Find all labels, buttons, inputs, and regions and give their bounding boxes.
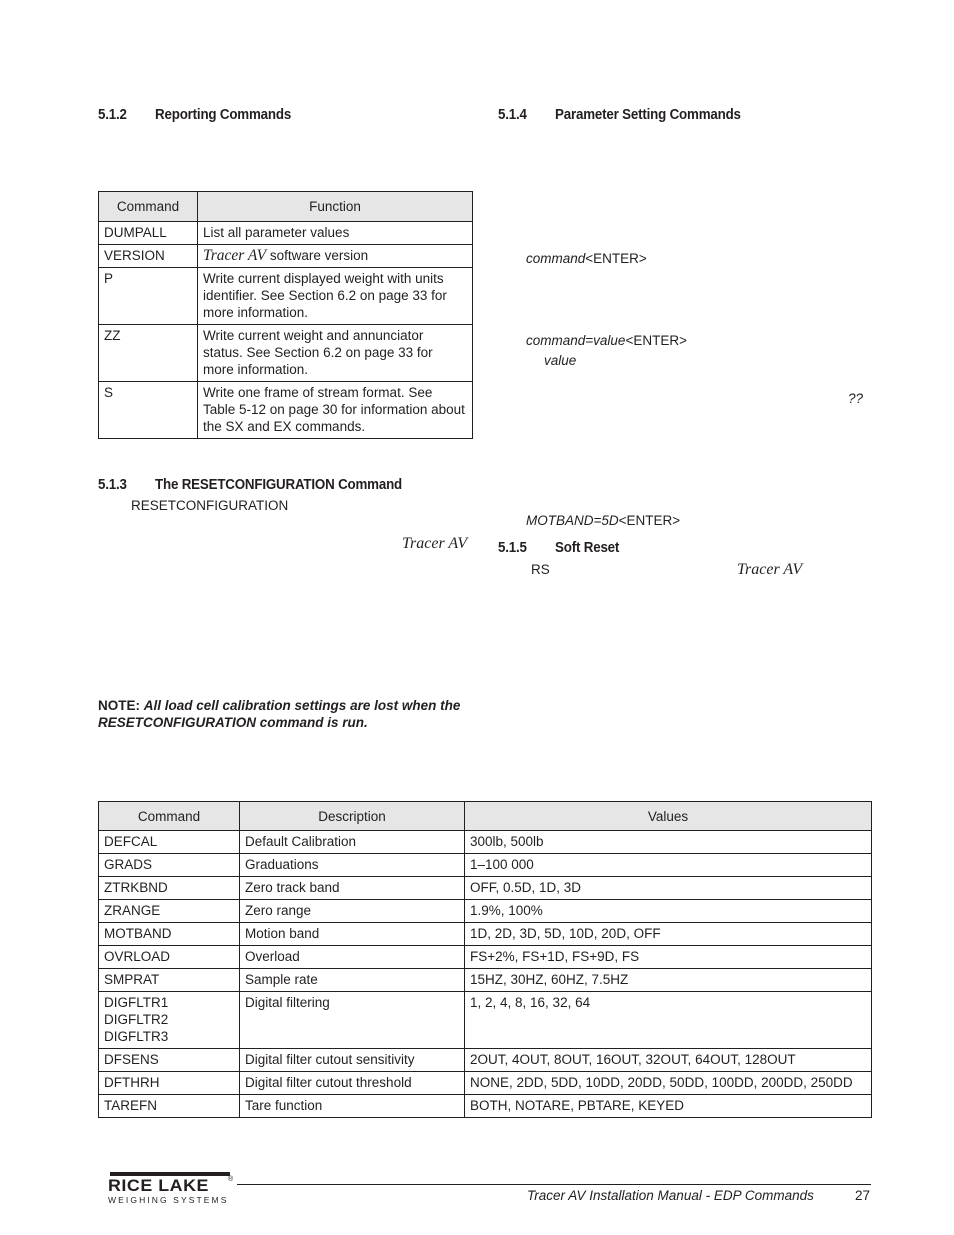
command-cell: P	[99, 268, 198, 325]
values-cell: 1, 2, 4, 8, 16, 32, 64	[465, 992, 872, 1049]
enter-key: <ENTER>	[625, 333, 687, 348]
command-enter-syntax	[526, 251, 647, 266]
table-row	[99, 923, 872, 946]
function-cell	[198, 325, 473, 382]
function-text: Write current displayed weight with units identifier. See Section 6.2 on page 33 for more information.	[203, 271, 451, 320]
table-row	[99, 325, 473, 382]
command-placeholder: command	[526, 251, 586, 266]
section-number: 5.1.3	[98, 477, 127, 493]
function-cell	[198, 222, 473, 245]
command-cell: DIGFLTR1 DIGFLTR2 DIGFLTR3	[99, 992, 240, 1049]
description-cell: Zero track band	[240, 877, 465, 900]
logo-wordmark: RICE LAKE	[108, 1176, 209, 1195]
command-cell: SMPRAT	[99, 969, 240, 992]
parameter-settings-table	[98, 801, 872, 1118]
section-heading-5-1-2	[98, 107, 291, 123]
values-cell: 1–100 000	[465, 854, 872, 877]
function-cell	[198, 268, 473, 325]
section-heading-5-1-4	[498, 107, 741, 123]
table-row	[99, 268, 473, 325]
function-cell	[198, 382, 473, 439]
command-value-syntax	[526, 333, 687, 348]
command-value-placeholder: command=value	[526, 333, 626, 348]
command-cell: DUMPALL	[99, 222, 198, 245]
table-row	[99, 222, 473, 245]
values-cell: FS+2%, FS+1D, FS+9D, FS	[465, 946, 872, 969]
values-cell: NONE, 2DD, 5DD, 10DD, 20DD, 50DD, 100DD, 200DD, 250DD	[465, 1072, 872, 1095]
command-cell: DFTHRH	[99, 1072, 240, 1095]
column-header-command: Command	[99, 802, 240, 831]
description-cell: Digital filter cutout threshold	[240, 1072, 465, 1095]
page-number: 27	[855, 1188, 871, 1203]
values-cell: OFF, 0.5D, 1D, 3D	[465, 877, 872, 900]
description-cell: Overload	[240, 946, 465, 969]
table-row	[99, 1049, 872, 1072]
rice-lake-logo	[108, 1172, 232, 1205]
command-cell: VERSION	[99, 245, 198, 268]
command-cell: ZTRKBND	[99, 877, 240, 900]
values-cell: 1.9%, 100%	[465, 900, 872, 923]
value-word: value	[544, 353, 577, 368]
motband-command: MOTBAND=5D	[526, 513, 619, 528]
section-title: Soft Reset	[555, 540, 620, 556]
table-row	[99, 877, 872, 900]
description-cell: Default Calibration	[240, 831, 465, 854]
function-text: software version	[266, 248, 369, 263]
command-cell: ZZ	[99, 325, 198, 382]
reporting-commands-table	[98, 191, 473, 439]
description-cell: Tare function	[240, 1095, 465, 1118]
question-marks: ??	[848, 391, 864, 406]
logo-registered-mark: ®	[228, 1176, 234, 1183]
column-header-function: Function	[198, 192, 473, 222]
table-row	[99, 1072, 872, 1095]
table-row	[99, 969, 872, 992]
command-cell: ZRANGE	[99, 900, 240, 923]
rs-command: RS	[531, 562, 550, 577]
section-title: The RESETCONFIGURATION Command	[155, 477, 403, 493]
reset-product-name: Tracer AV	[402, 535, 468, 552]
column-header-values: Values	[465, 802, 872, 831]
table-header-row	[99, 192, 473, 222]
table-row	[99, 992, 872, 1049]
footer-document-title: Tracer AV Installation Manual - EDP Commands	[527, 1188, 814, 1203]
values-cell: BOTH, NOTARE, PBTARE, KEYED	[465, 1095, 872, 1118]
description-cell: Motion band	[240, 923, 465, 946]
description-cell: Graduations	[240, 854, 465, 877]
section-title: Reporting Commands	[155, 107, 292, 123]
enter-key: <ENTER>	[618, 513, 681, 528]
soft-reset-product-name: Tracer AV	[737, 561, 803, 578]
values-cell: 2OUT, 4OUT, 8OUT, 16OUT, 32OUT, 64OUT, 128OUT	[465, 1049, 872, 1072]
table-row	[99, 854, 872, 877]
table-row	[99, 245, 473, 268]
function-text: Write one frame of stream format. See Table 5-12 on page 30 for information about the SX and EX commands.	[203, 385, 469, 434]
table-row	[99, 831, 872, 854]
product-name: Tracer AV	[203, 247, 267, 264]
motband-example	[526, 513, 680, 528]
section-number: 5.1.5	[498, 540, 527, 556]
section-title: Parameter Setting Commands	[555, 107, 741, 123]
note-text-line-1: All load cell calibration settings are lost when the	[143, 698, 461, 713]
column-header-description: Description	[240, 802, 465, 831]
column-header-command: Command	[99, 192, 198, 222]
footer-rule	[237, 1184, 871, 1185]
command-cell: TAREFN	[99, 1095, 240, 1118]
note-text-line-2: RESETCONFIGURATION command is run.	[98, 715, 368, 730]
values-cell: 1D, 2D, 3D, 5D, 10D, 20D, OFF	[465, 923, 872, 946]
description-cell: Digital filter cutout sensitivity	[240, 1049, 465, 1072]
section-heading-5-1-5	[498, 540, 619, 556]
command-cell: DFSENS	[99, 1049, 240, 1072]
command-cell: S	[99, 382, 198, 439]
enter-key: <ENTER>	[585, 251, 647, 266]
function-text: List all parameter values	[203, 225, 350, 240]
table-row	[99, 900, 872, 923]
command-cell: GRADS	[99, 854, 240, 877]
table-row	[99, 382, 473, 439]
function-cell	[198, 245, 473, 268]
description-cell: Digital filtering	[240, 992, 465, 1049]
table-header-row	[99, 802, 872, 831]
section-heading-5-1-3	[98, 477, 402, 493]
command-cell: MOTBAND	[99, 923, 240, 946]
description-cell: Zero range	[240, 900, 465, 923]
description-cell: Sample rate	[240, 969, 465, 992]
command-cell: DEFCAL	[99, 831, 240, 854]
note-label: NOTE:	[98, 698, 140, 713]
values-cell: 300lb, 500lb	[465, 831, 872, 854]
values-cell: 15HZ, 30HZ, 60HZ, 7.5HZ	[465, 969, 872, 992]
function-text: Write current weight and annunciator status. See Section 6.2 on page 33 for more information.	[203, 328, 437, 377]
table-row	[99, 1095, 872, 1118]
note-block	[98, 697, 473, 731]
table-row	[99, 946, 872, 969]
section-number: 5.1.2	[98, 107, 127, 123]
logo-subtitle: WEIGHING SYSTEMS	[108, 1195, 229, 1205]
reset-command-name: RESETCONFIGURATION	[131, 498, 289, 513]
section-number: 5.1.4	[498, 107, 527, 123]
command-cell: OVRLOAD	[99, 946, 240, 969]
